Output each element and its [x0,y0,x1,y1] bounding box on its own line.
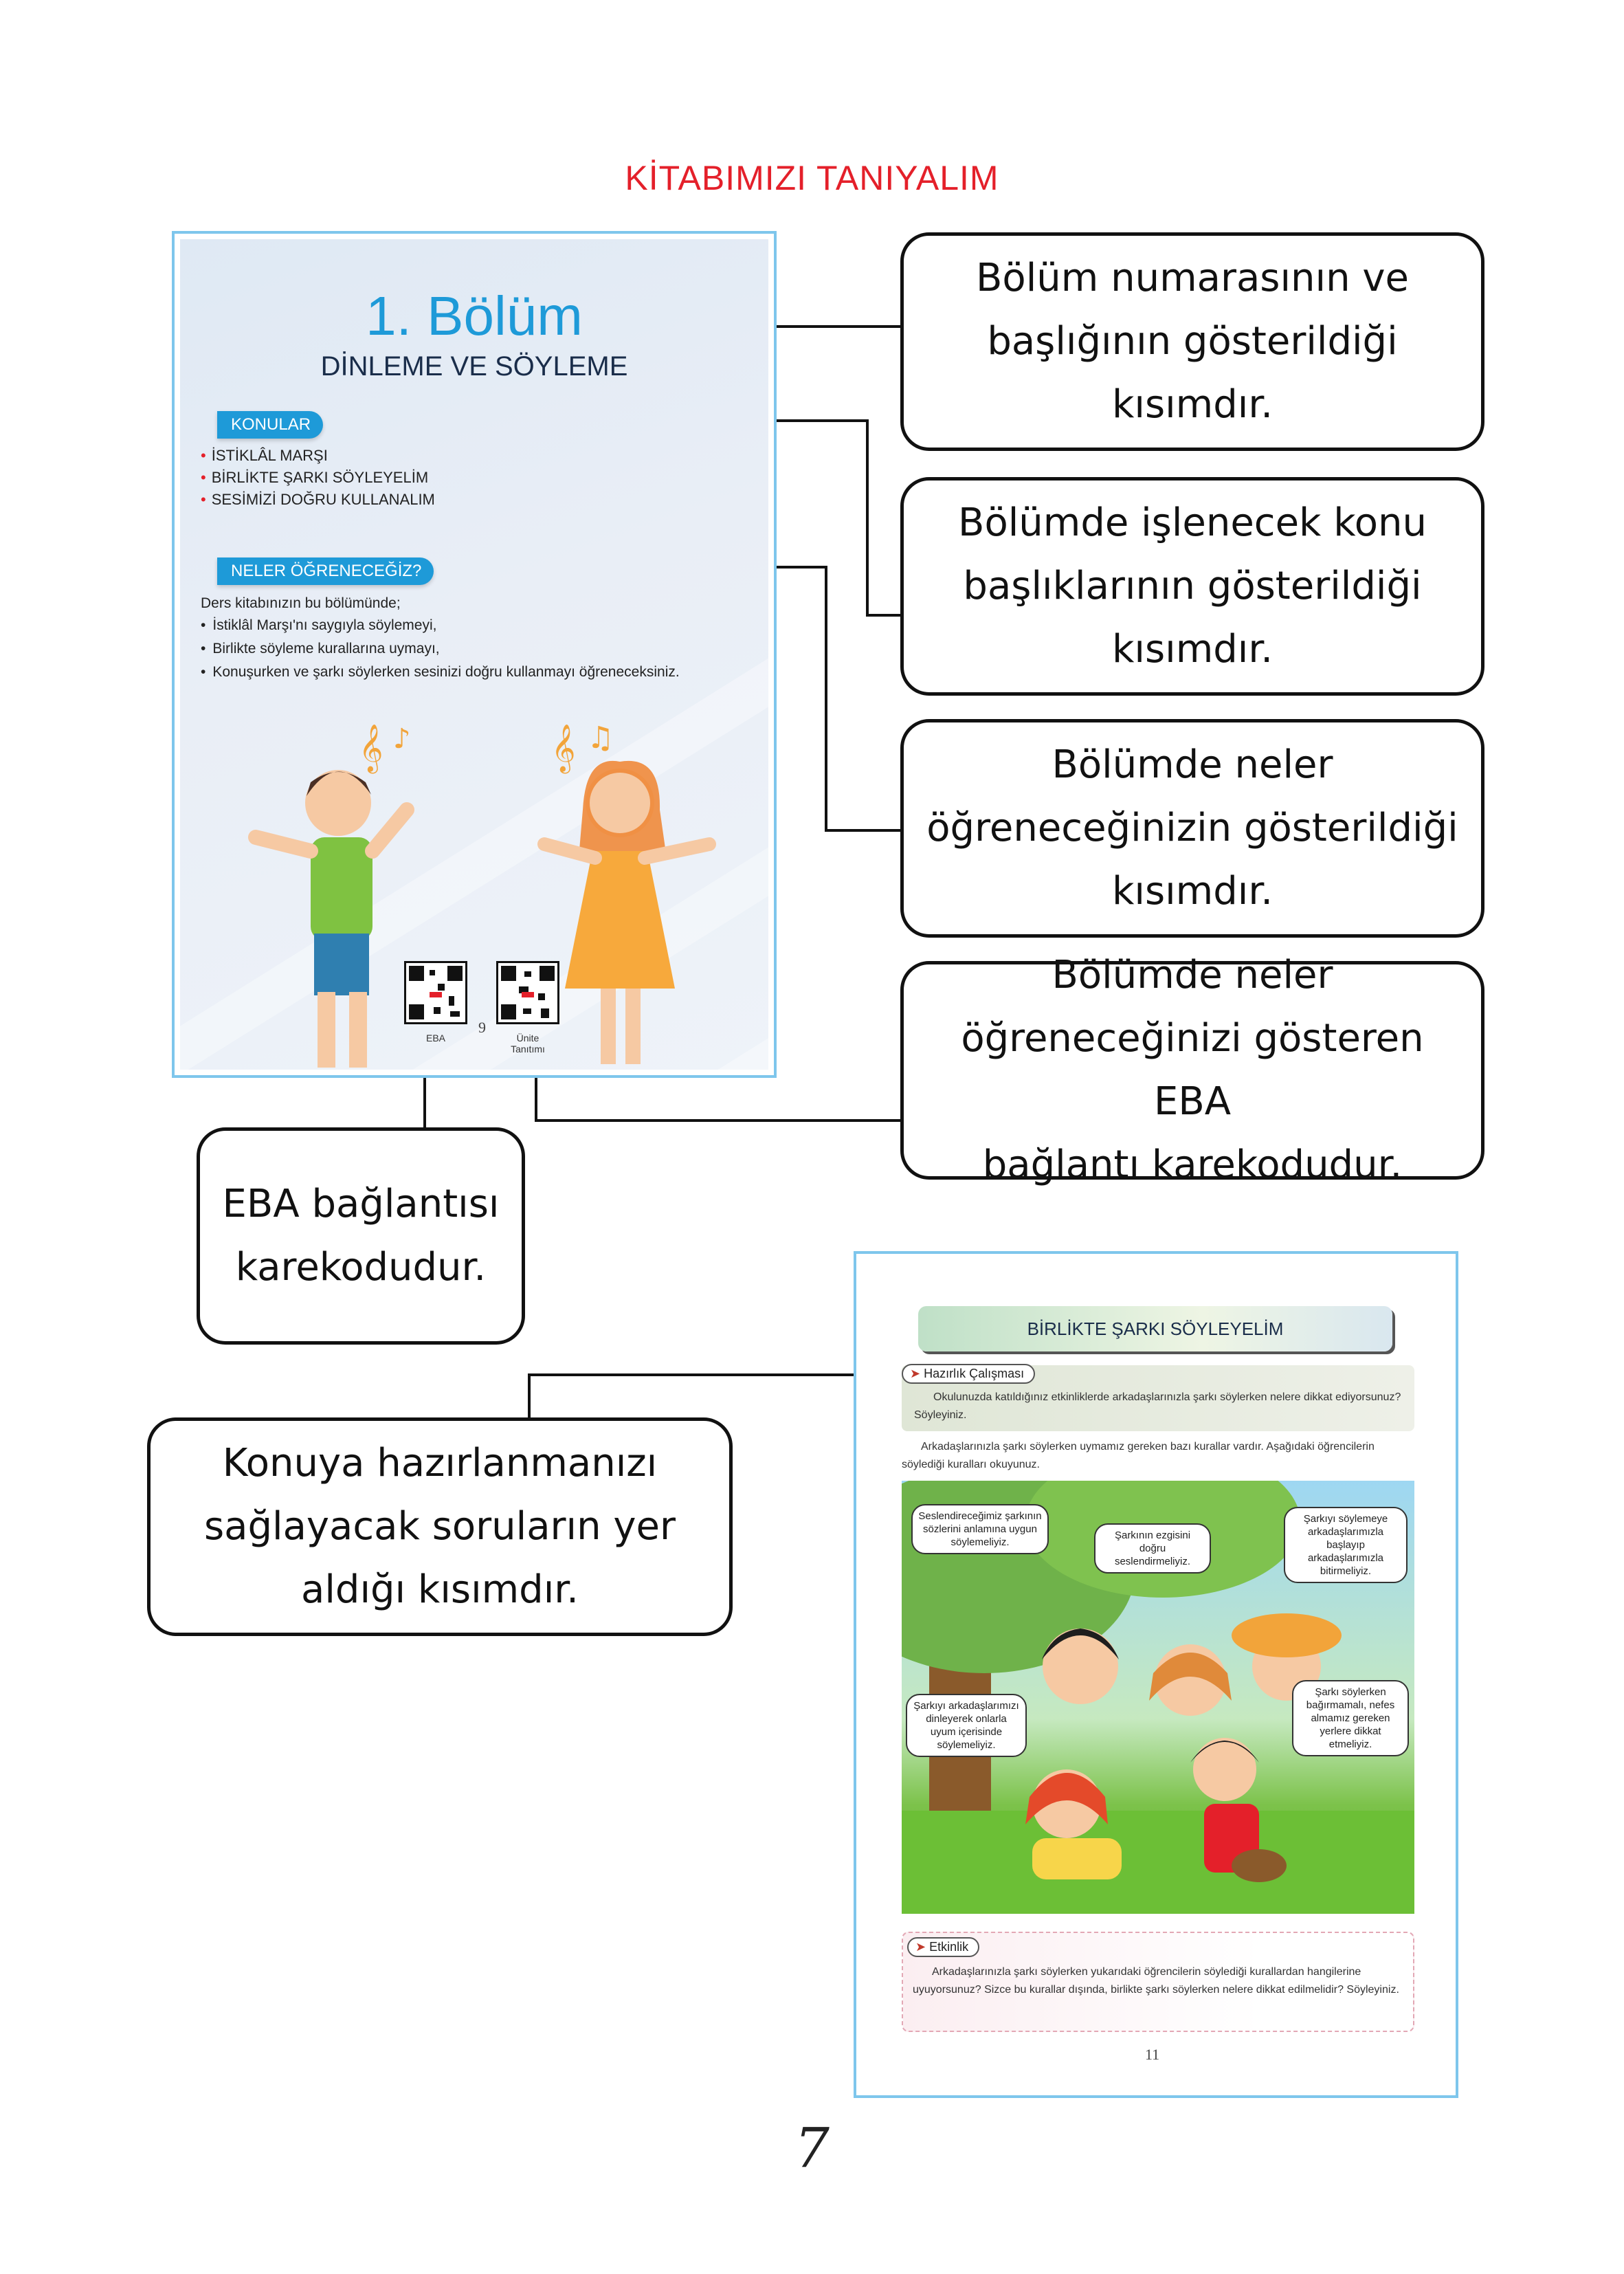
callout-line: kısımdır. [1111,869,1273,914]
speech-bubble: Seslendireceğimiz şarkının sözlerini anlamına uygun söylemeliyiz. [911,1504,1049,1554]
speech-bubble: Şarkıyı arkadaşlarımızı dinleyerek onlarla uyum içerisinde söylemeliyiz. [906,1694,1027,1757]
callout-line: Bölüm numarasının ve [976,256,1409,300]
topic-item: • SESİMİZİ DOĞRU KULLANALIM [201,491,435,509]
callout-topics [900,477,1484,696]
svg-text:♫: ♫ [587,720,614,755]
callout-preparation [147,1417,733,1636]
learn-label: NELER ÖĞRENECEĞİZ? [217,558,434,585]
unit-intro-qr-label [487,1033,569,1055]
page-number: 7 [794,2116,830,2180]
lesson-page-thumbnail [854,1251,1458,2098]
double-arrow-icon: ➤ [915,1940,926,1954]
activity-text: Arkadaşlarınızla şarkı söylerken yukarıdaki öğrencilerin söylediği kurallardan hangilerine uyuyorsunuz? Sizce bu kurallar dışında, birlikte şarkı söylerken nelere dikkat edilmelidir? Söyleyiniz. [913,1966,1399,1996]
callout-eba-qr [197,1127,525,1345]
callout-line: başlığının gösterildiği [987,319,1398,364]
svg-text:♪: ♪ [393,723,411,755]
learn-item: • İstiklâl Marşı'nı saygıyla söylemeyi, [201,617,680,634]
callout-line: öğreneceğinizi gösteren EBA [961,1016,1424,1124]
callout-line: Konuya hazırlanmanızı [222,1441,658,1486]
lesson-banner: BİRLİKTE ŞARKI SÖYLEYELİM [918,1306,1392,1351]
connector-c6 [529,1375,887,1417]
callout-line: Bölümde neler [1052,953,1333,997]
callout-line: EBA bağlantısı [222,1182,500,1226]
callout-line: öğreneceğinizin gösterildiği [926,806,1458,850]
chapter-number: 1. Bölüm [366,285,583,346]
preparation-label-text: Hazırlık Çalışması [924,1367,1025,1380]
page-title: KİTABIMIZI TANIYALIM [625,159,999,197]
callout-line: başlıklarının gösterildiği [963,564,1422,608]
callout-line: sağlayacak soruların yer [203,1504,676,1549]
learn-intro: Ders kitabınızın bu bölümünde; [201,595,401,611]
activity-label [907,1937,979,1957]
svg-text:𝄞: 𝄞 [359,724,383,772]
qr-pattern-icon [406,963,465,1022]
activity-label-text: Etkinlik [929,1940,969,1954]
speech-bubble: Şarkıyı söylemeye arkadaşlarımızla başlayıp arkadaşlarımızla bitirmeliyiz. [1284,1507,1408,1583]
callout-line: Bölümde işlenecek konu [958,500,1427,545]
thumb1-page-number: 9 [478,1019,486,1036]
unit-intro-qr-code[interactable] [496,961,559,1024]
callout-line: aldığı kısımdır. [301,1567,579,1612]
eba-qr-code[interactable] [404,961,467,1024]
singing-children-illustration [180,239,768,1070]
preparation-label [902,1364,1035,1384]
learn-item: • Birlikte söyleme kurallarına uymayı, [201,641,680,657]
children-rules-illustration [902,1481,1414,1914]
callout-eba-unit-qr [900,953,1484,1187]
callout-line: kısımdır. [1111,382,1273,427]
speech-bubble: Şarkının ezgisini doğru seslendirmeliyiz. [1094,1523,1211,1574]
qr2-label-line2: Tanıtımı [511,1044,545,1055]
topics-label: KONULAR [217,411,323,439]
qr2-label-line1: Ünite [516,1033,540,1044]
learn-item: • Konuşurken ve şarkı söylerken sesinizi doğru kullanmayı öğreneceksiniz. [201,664,680,681]
callout-line: kısımdır. [1111,627,1273,672]
callout-learn [900,719,1484,938]
svg-text:𝄞: 𝄞 [551,724,576,772]
topic-item: • İSTİKLÂL MARŞI [201,447,435,465]
thumb2-page-number: 11 [1145,2046,1160,2063]
callout-chapter-title [900,232,1484,451]
speech-bubble: Şarkı söylerken bağırmamalı, nefes almamız gereken yerlere dikkat etmeliyiz. [1292,1680,1409,1756]
chapter-title: DİNLEME VE SÖYLEME [320,351,628,382]
callout-line: karekodudur. [235,1245,487,1290]
topic-item: • BİRLİKTE ŞARKI SÖYLEYELİM [201,469,435,487]
callout-line: bağlantı karekodudur. [982,1142,1403,1187]
qr-pattern-icon [498,963,557,1022]
eba-qr-label: EBA [425,1033,445,1044]
preparation-text: Okulunuzda katıldığınız etkinliklerde arkadaşlarınızla şarkı söylerken nelere dikkat ediyorsunuz? Söyleyiniz. [914,1391,1401,1421]
callout-line: Bölümde neler [1052,742,1333,787]
chapter-intro-page-thumbnail [172,231,777,1078]
double-arrow-icon: ➤ [910,1367,921,1380]
intro-text: Arkadaşlarınızla şarkı söylerken uymamız gereken bazı kurallar vardır. Aşağıdaki öğrencilerin söylediği kuralları okuyunuz. [902,1441,1375,1470]
